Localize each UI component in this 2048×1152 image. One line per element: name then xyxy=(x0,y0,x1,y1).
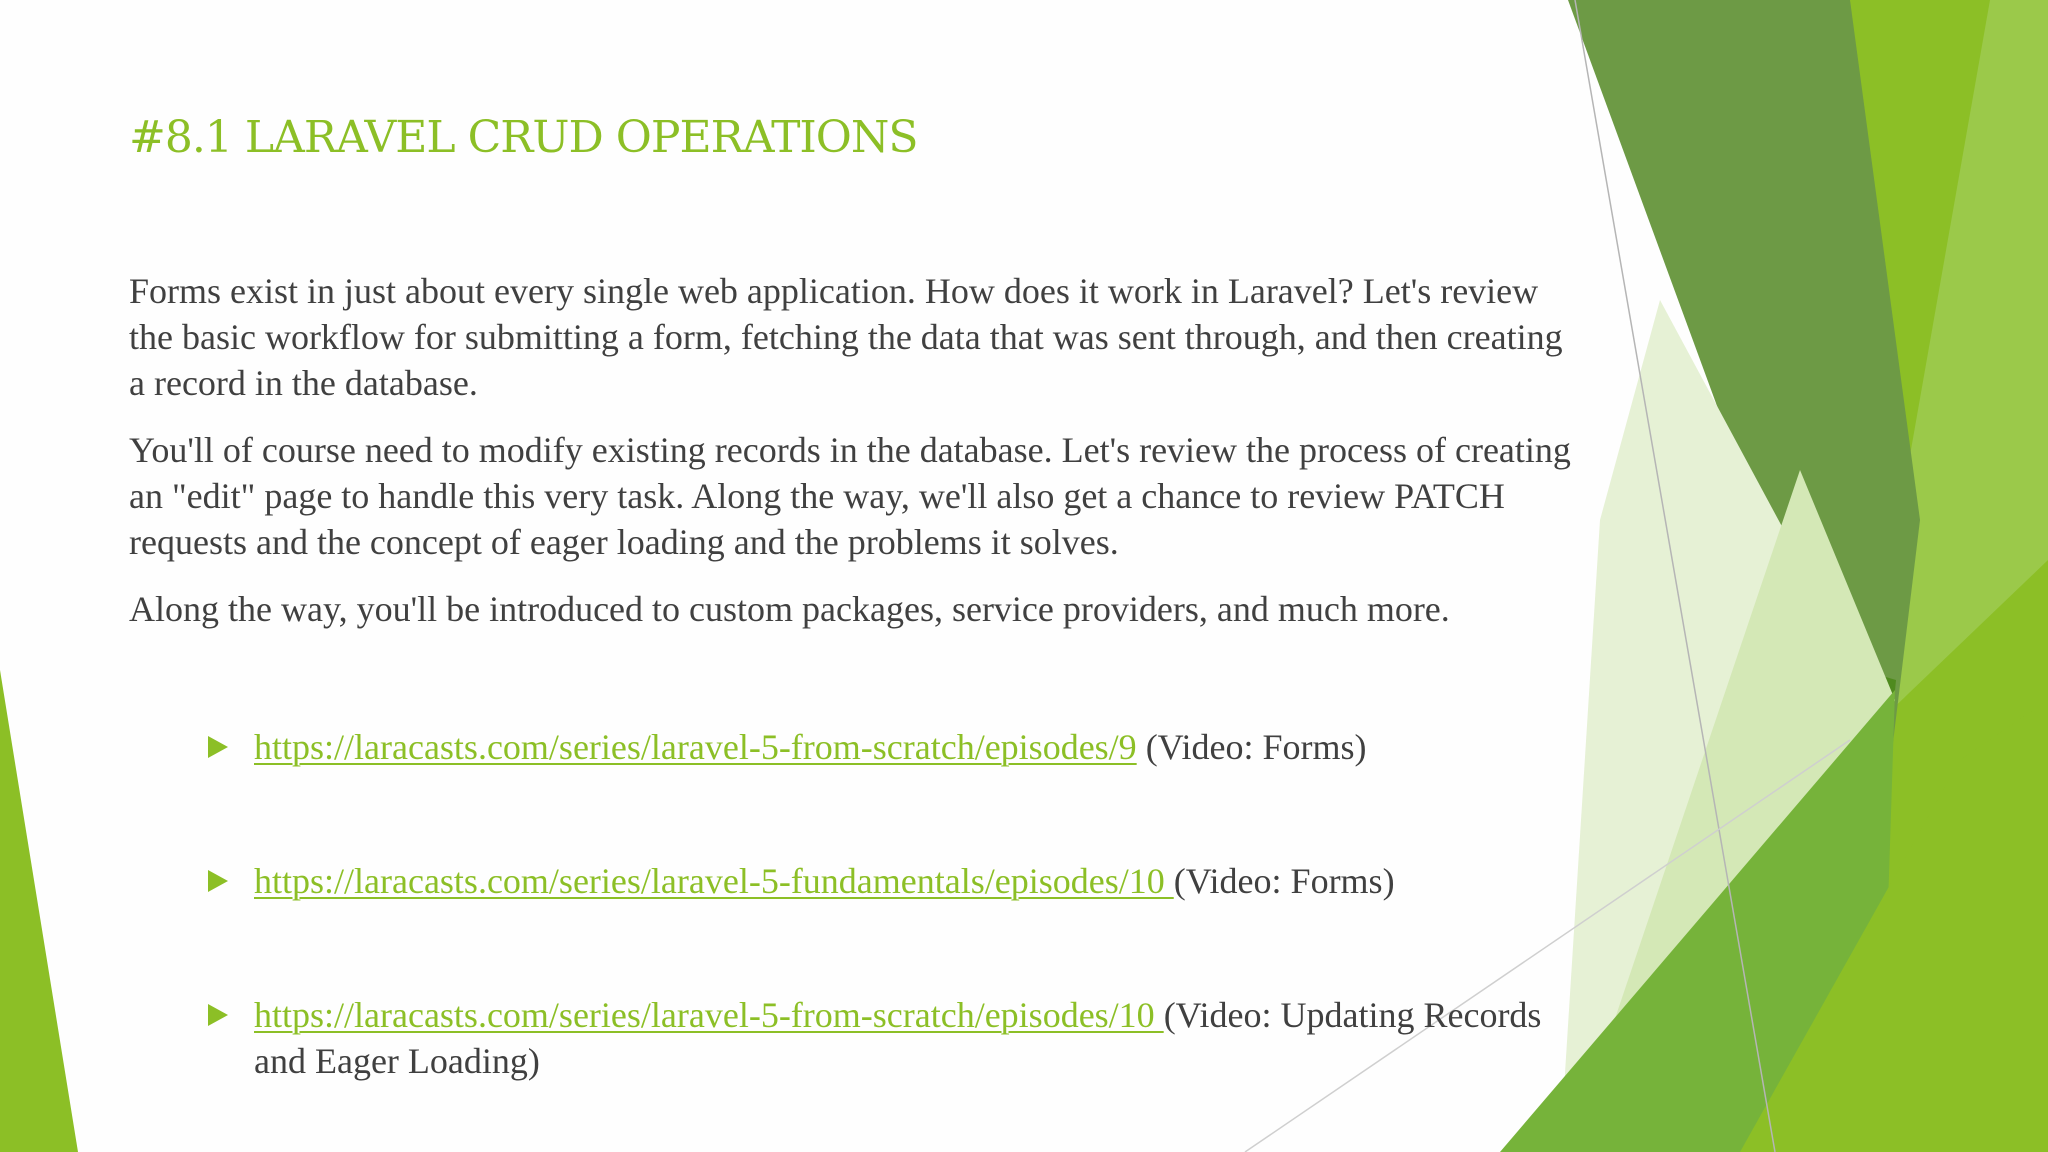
triangle-bullet-icon xyxy=(208,870,228,892)
link-note: (Video: Forms) xyxy=(1136,727,1367,767)
triangle-bullet-icon xyxy=(208,736,228,758)
laracasts-link-scratch-10[interactable]: https://laracasts.com/series/laravel-5-from-scratch/episodes/10 xyxy=(254,995,1164,1035)
link-note: (Video: Forms) xyxy=(1173,861,1395,901)
body-paragraph-edit: You'll of course need to modify existing records in the database. Let's review the process of creating an "edit" page to handle this very task. Along the way, we'll also get a chance to review PATCH requests and the concept of eager loading and the problems it solves. xyxy=(129,430,1571,562)
body-paragraph-packages: Along the way, you'll be introduced to custom packages, service providers, and much more. xyxy=(129,589,1450,629)
resource-link-item xyxy=(205,858,1585,904)
laracasts-link-scratch-9[interactable]: https://laracasts.com/series/laravel-5-from-scratch/episodes/9 xyxy=(254,727,1137,767)
facet-left-edge xyxy=(0,670,78,1152)
laracasts-link-fundamentals-10[interactable]: https://laracasts.com/series/laravel-5-fundamentals/episodes/10 xyxy=(254,861,1174,901)
triangle-bullet-icon xyxy=(208,1004,228,1026)
slide-title: #8.1 LARAVEL CRUD OPERATIONS xyxy=(129,112,918,163)
resource-link-item xyxy=(205,992,1585,1084)
body-paragraph-forms: Forms exist in just about every single web application. How does it work in Laravel? Let's review the basic workflow for submitting a form, fetching the data that was sent through, and then creating a record in the database. xyxy=(129,271,1563,403)
resource-link-list xyxy=(205,724,1585,1084)
resource-link-item xyxy=(205,724,1585,770)
link-note: (Video: Updating Records and Eager Loading) xyxy=(254,995,1542,1081)
slide-body xyxy=(129,268,1579,653)
